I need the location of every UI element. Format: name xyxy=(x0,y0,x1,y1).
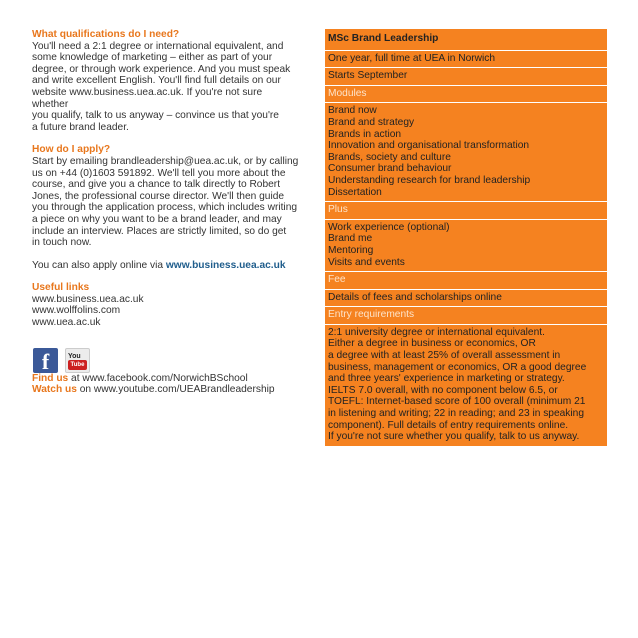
text-line: and write excellent English. You'll find full details on our xyxy=(32,75,281,87)
useful-links-list xyxy=(32,294,300,329)
text-line: a future brand leader. xyxy=(32,121,129,133)
entry-requirements-label: Entry requirements xyxy=(325,307,607,325)
entry-requirements-list xyxy=(325,325,607,447)
course-start: Starts September xyxy=(325,68,607,86)
watch-us-url[interactable]: on www.youtube.com/UEABrandleadership xyxy=(76,384,275,396)
text-line: us on +44 (0)1603 591892. We'll tell you more about the xyxy=(32,167,286,179)
social-icons xyxy=(32,348,300,373)
watch-us-line xyxy=(32,384,300,396)
apply-online-text xyxy=(32,260,300,272)
module-item: Brands in action xyxy=(328,128,402,140)
plus-item: Mentoring xyxy=(328,244,374,256)
useful-links-heading: Useful links xyxy=(32,282,90,294)
modules-list xyxy=(325,103,607,202)
plus-label: Plus xyxy=(325,202,607,220)
module-item: Brand now xyxy=(328,105,377,117)
course-info-panel xyxy=(325,29,607,447)
text-line: Jones, the professional course director. We'll then guide xyxy=(32,190,285,202)
text-line: you qualify, talk to us anyway – convince us that you're xyxy=(32,110,279,122)
course-title: MSc Brand Leadership xyxy=(325,29,607,51)
text-line: you through the application process, which includes writing xyxy=(32,202,298,214)
entry-line: IELTS 7.0 overall, with no component below 6.5, or xyxy=(328,384,558,396)
text-line: include an interview. Places are strictly limited, so do get xyxy=(32,225,287,237)
text-line: a piece on why you want to be a brand leader, and may xyxy=(32,213,282,225)
watch-us-label: Watch us xyxy=(32,384,77,396)
module-item: Brands, society and culture xyxy=(328,151,451,163)
fee-label: Fee xyxy=(325,272,607,290)
module-item: Innovation and organisational transformation xyxy=(328,140,530,152)
text-line: course, and give you a chance to talk directly to Robert xyxy=(32,179,281,191)
apply-text xyxy=(32,156,300,249)
modules-label: Modules xyxy=(325,86,607,104)
fee-details: Details of fees and scholarships online xyxy=(325,290,607,308)
find-us-line xyxy=(32,373,300,385)
facebook-icon[interactable]: f xyxy=(33,348,58,373)
text-line: degree, or through work experience. And you must speak xyxy=(32,63,291,75)
entry-line: If you're not sure whether you qualify, talk to us anyway. xyxy=(328,431,580,443)
apply-online-prefix: You can also apply online via xyxy=(32,259,166,271)
useful-link[interactable]: www.uea.ac.uk xyxy=(32,317,101,329)
plus-list xyxy=(325,220,607,272)
module-item: Dissertation xyxy=(328,186,382,198)
entry-line: a degree with at least 25% of overall assessment in xyxy=(328,350,561,362)
course-duration: One year, full time at UEA in Norwich xyxy=(325,51,607,69)
text-line: You'll need a 2:1 degree or international equivalent, and xyxy=(32,40,284,52)
apply-heading: How do I apply? xyxy=(32,144,111,156)
useful-link[interactable]: www.wolffolins.com xyxy=(32,305,121,317)
entry-line: 2:1 university degree or international equivalent. xyxy=(328,326,545,338)
youtube-you-text: You xyxy=(68,352,81,360)
entry-line: in listening and writing; 22 in reading; and 23 in speaking xyxy=(328,408,584,420)
plus-item: Work experience (optional) xyxy=(328,221,450,233)
useful-link[interactable]: www.business.uea.ac.uk xyxy=(32,293,144,305)
apply-online-link[interactable]: www.business.uea.ac.uk xyxy=(165,259,286,271)
qualifications-text xyxy=(32,41,300,134)
youtube-icon[interactable] xyxy=(65,348,90,373)
entry-line: and three years' experience in marketing or strategy. xyxy=(328,373,565,385)
plus-item: Visits and events xyxy=(328,256,405,268)
text-line: Start by emailing brandleadership@uea.ac.uk, or by calling xyxy=(32,155,299,167)
text-line: website www.business.uea.ac.uk. If you're not sure whether xyxy=(32,86,263,110)
module-item: Understanding research for brand leadership xyxy=(328,174,531,186)
entry-line: business, management or economics, OR a good degree xyxy=(328,361,587,373)
entry-line: TOEFL: Internet-based score of 100 overall (minimum 21 xyxy=(328,396,586,408)
youtube-tube-text: Tube xyxy=(68,360,87,370)
plus-item: Brand me xyxy=(328,233,373,245)
find-us-label: Find us xyxy=(32,372,69,384)
left-column xyxy=(32,29,300,396)
text-line: in touch now. xyxy=(32,237,92,249)
entry-line: component). Full details of entry requirements online. xyxy=(328,419,569,431)
module-item: Consumer brand behaviour xyxy=(328,163,452,175)
qualifications-heading: What qualifications do I need? xyxy=(32,29,180,40)
entry-line: Either a degree in business or economics, OR xyxy=(328,338,536,350)
module-item: Brand and strategy xyxy=(328,116,415,128)
find-us-url[interactable]: at www.facebook.com/NorwichBSchool xyxy=(68,372,248,384)
text-line: some knowledge of marketing – either as part of your xyxy=(32,52,273,64)
